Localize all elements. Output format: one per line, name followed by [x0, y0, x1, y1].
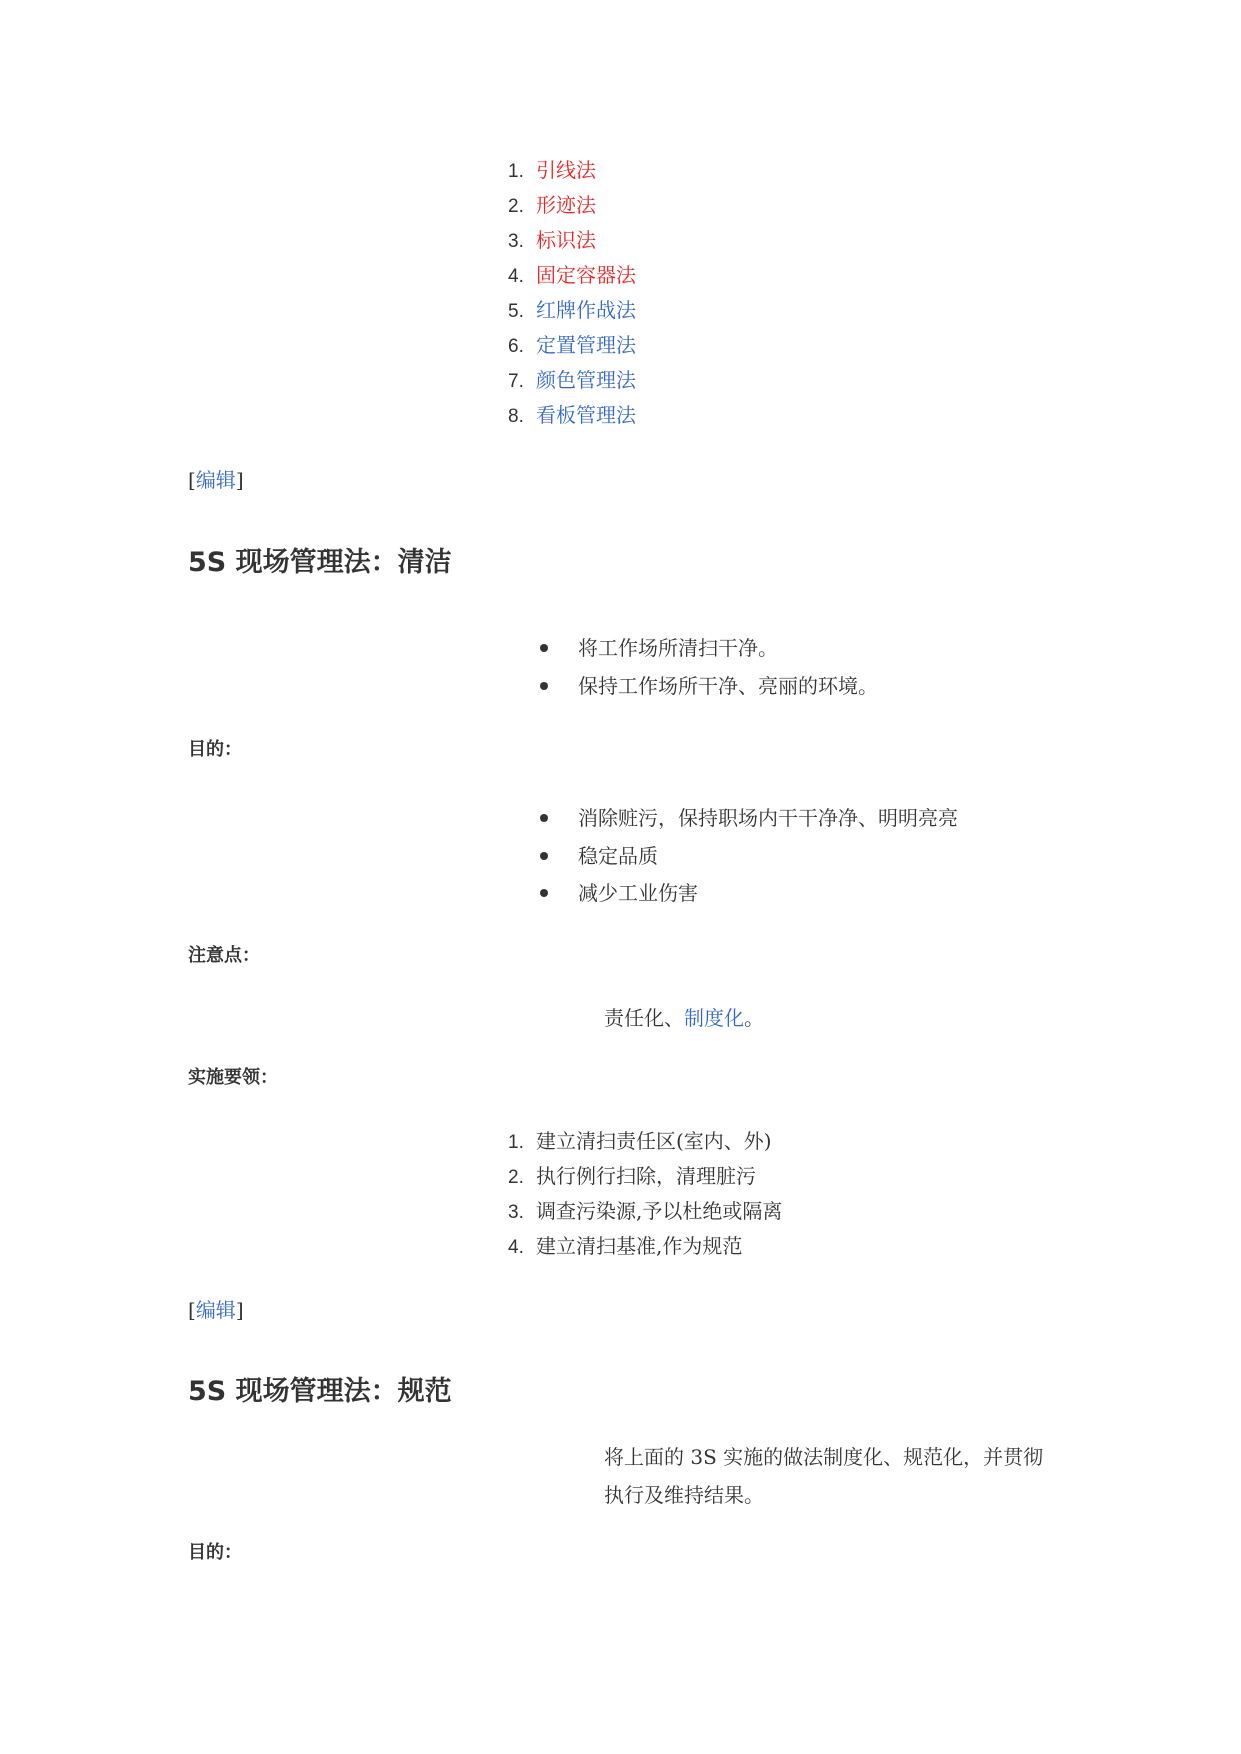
purpose-label: 目的：	[188, 739, 242, 760]
bullet-icon	[540, 682, 548, 690]
list-item	[578, 880, 698, 906]
list-item	[508, 367, 636, 395]
list-item-text: 调查污染源,予以杜绝或隔离	[536, 1199, 783, 1223]
list-number: 7.	[508, 371, 524, 392]
list-number: 3.	[508, 231, 524, 252]
method-link-kanban[interactable]: 看板管理法	[536, 403, 636, 427]
list-number: 6.	[508, 336, 524, 357]
list-item	[508, 1128, 772, 1156]
list-item-text: 稳定品质	[578, 844, 658, 868]
list-item-text: 建立清扫责任区(室内、外)	[536, 1129, 772, 1153]
paragraph-line: 将上面的 3S 实施的做法制度化、规范化，并贯彻	[604, 1445, 1044, 1469]
list-item	[578, 805, 958, 831]
list-item	[508, 192, 596, 220]
list-number: 2.	[508, 1167, 524, 1188]
method-link-labeling[interactable]: 标识法	[536, 228, 596, 252]
list-item-text: 保持工作场所干净、亮丽的环境。	[578, 674, 878, 698]
edit-section-link	[188, 467, 244, 493]
list-number: 1.	[508, 1132, 524, 1153]
method-link-shadow-board[interactable]: 形迹法	[536, 193, 596, 217]
method-link-color-management[interactable]: 颜色管理法	[536, 368, 636, 392]
notes-text	[604, 1005, 764, 1031]
paragraph-line: 执行及维持结果。	[604, 1483, 764, 1507]
list-item-text: 减少工业伤害	[578, 881, 698, 905]
edit-link[interactable]: 编辑	[195, 1298, 236, 1322]
list-item	[508, 227, 596, 255]
list-number: 5.	[508, 301, 524, 322]
purpose-label: 目的：	[188, 1542, 242, 1563]
list-item	[508, 297, 636, 325]
list-item	[508, 402, 636, 430]
method-link-red-tag[interactable]: 红牌作战法	[536, 298, 636, 322]
institutionalization-link[interactable]: 制度化	[684, 1006, 744, 1030]
edit-section-link	[188, 1297, 244, 1323]
list-number: 1.	[508, 161, 524, 182]
notes-text-part: 。	[744, 1006, 764, 1030]
list-number: 2.	[508, 196, 524, 217]
steps-label: 实施要领：	[188, 1067, 278, 1088]
list-item	[508, 262, 636, 290]
bracket-open: [	[188, 1298, 196, 1322]
bracket-open: [	[188, 468, 196, 492]
list-item	[508, 1163, 756, 1191]
list-item	[578, 843, 658, 869]
list-item	[508, 1233, 742, 1261]
list-item-text: 消除赃污，保持职场内干干净净、明明亮亮	[578, 806, 958, 830]
method-link-fixed-position[interactable]: 定置管理法	[536, 333, 636, 357]
bracket-close: ]	[235, 1298, 244, 1322]
list-number: 4.	[508, 1237, 524, 1258]
list-item-text: 执行例行扫除，清理脏污	[536, 1164, 756, 1188]
method-link-guide-line[interactable]: 引线法	[536, 158, 596, 182]
list-item	[508, 332, 636, 360]
list-number: 4.	[508, 266, 524, 287]
section-title-standard: 5S 现场管理法：规范	[188, 1376, 452, 1407]
bullet-icon	[540, 644, 548, 652]
list-number: 8.	[508, 406, 524, 427]
list-item	[578, 673, 878, 699]
list-item-text: 建立清扫基准,作为规范	[536, 1234, 743, 1258]
list-item	[508, 1198, 782, 1226]
standard-intro-paragraph	[604, 1438, 1043, 1514]
bullet-icon	[540, 852, 548, 860]
bullet-icon	[540, 814, 548, 822]
list-item	[508, 157, 596, 185]
section-title-clean: 5S 现场管理法：清洁	[188, 547, 452, 578]
bullet-icon	[540, 889, 548, 897]
bracket-close: ]	[235, 468, 244, 492]
list-item-text: 将工作场所清扫干净。	[578, 636, 778, 660]
notes-text-part: 责任化、	[604, 1006, 684, 1030]
list-number: 3.	[508, 1202, 524, 1223]
list-item	[578, 635, 778, 661]
method-link-fixed-container[interactable]: 固定容器法	[536, 263, 636, 287]
edit-link[interactable]: 编辑	[195, 468, 236, 492]
notes-label: 注意点：	[188, 945, 260, 966]
